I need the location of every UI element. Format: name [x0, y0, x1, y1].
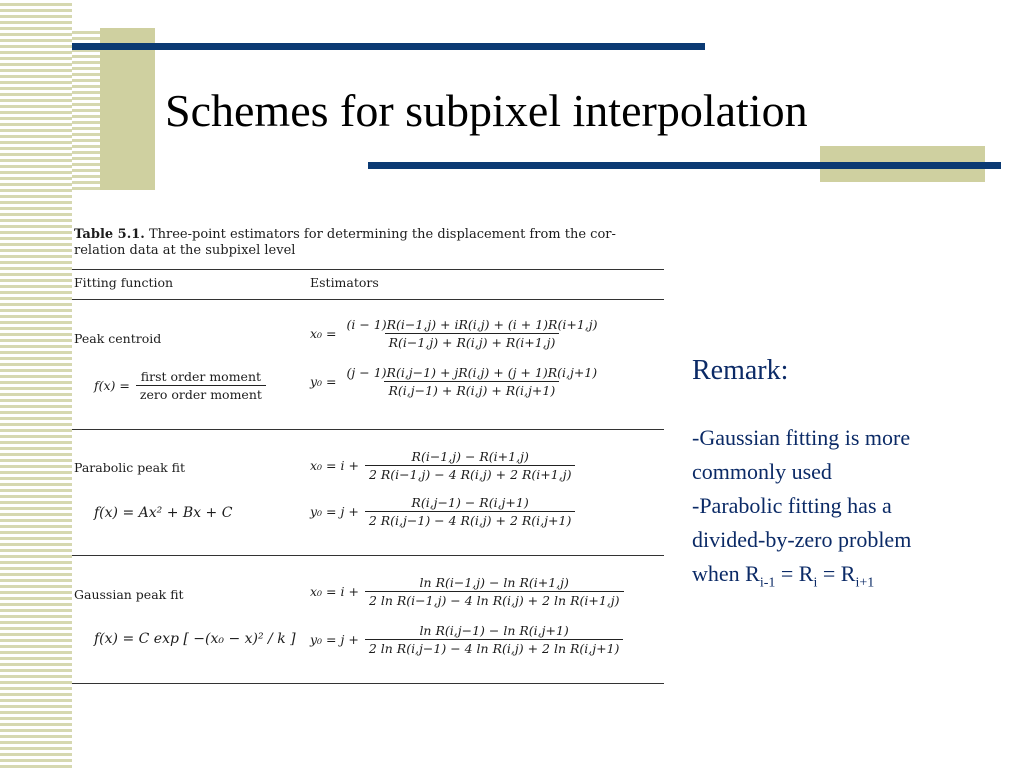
remark-sub-2: i	[813, 575, 818, 591]
header-estimators: Estimators	[310, 275, 379, 290]
estimator-table	[72, 205, 664, 695]
y-numerator: ln R(i,j−1) − ln R(i,j+1)	[419, 623, 569, 638]
title-accent-stripes	[72, 28, 100, 190]
function-fraction	[136, 369, 266, 402]
x-denominator: 2 R(i−1,j) − 4 R(i,j) + 2 R(i+1,j)	[365, 465, 576, 482]
row-rule	[72, 555, 664, 556]
y-estimator	[310, 495, 575, 528]
function-numerator: first order moment	[140, 369, 262, 384]
remark-heading: Remark:	[692, 355, 789, 386]
remark-eq-prefix: when R	[692, 561, 760, 586]
y-estimator	[310, 365, 601, 398]
y-fraction	[343, 365, 602, 398]
x-fraction	[365, 575, 624, 608]
x-numerator: ln R(i−1,j) − ln R(i+1,j)	[419, 575, 569, 590]
table-caption-label: Table 5.1.	[74, 227, 145, 242]
y-denominator: R(i,j−1) + R(i,j) + R(i,j+1)	[384, 381, 559, 398]
title-accent-block	[100, 28, 155, 190]
x-lhs: x₀ = i +	[310, 584, 359, 599]
row-name: Parabolic peak fit	[74, 460, 185, 475]
table-top-rule	[72, 269, 664, 270]
remark-eq-2: = R	[817, 561, 856, 586]
x-numerator: R(i−1,j) − R(i+1,j)	[411, 449, 529, 464]
row-name: Gaussian peak fit	[74, 587, 184, 602]
y-lhs: y₀ = j +	[310, 632, 359, 647]
y-numerator: (j − 1)R(i,j−1) + jR(i,j) + (j + 1)R(i,j+1)	[346, 365, 598, 380]
x-estimator	[310, 317, 602, 350]
bottom-rule	[368, 162, 1001, 169]
y-lhs: y₀ = j +	[310, 504, 359, 519]
x-fraction	[343, 317, 602, 350]
function-denominator: zero order moment	[136, 385, 266, 402]
x-denominator: R(i−1,j) + R(i,j) + R(i+1,j)	[385, 333, 560, 350]
remark-sub-3: i+1	[855, 575, 875, 591]
y-estimator	[310, 623, 623, 656]
y-fraction	[365, 623, 624, 656]
row-function: f(x) = Ax² + Bx + C	[94, 505, 233, 521]
x-denominator: 2 ln R(i−1,j) − 4 ln R(i,j) + 2 ln R(i+1,j)	[365, 591, 624, 608]
x-estimator	[310, 449, 575, 482]
table-caption-text: Three-point estimators for determining the displacement from the cor-relation data at the subpixel level	[74, 227, 616, 258]
remark-line: -Parabolic fitting has a	[692, 493, 892, 518]
remark-line: commonly used	[692, 459, 832, 484]
x-fraction	[365, 449, 576, 482]
left-stripe-decoration	[0, 0, 72, 768]
row-function: f(x) = C exp [ −(x₀ − x)² / k ]	[94, 631, 296, 647]
y-denominator: 2 R(i,j−1) − 4 R(i,j) + 2 R(i,j+1)	[365, 511, 576, 528]
slide-title: Schemes for subpixel interpolation	[165, 85, 808, 136]
remark-line: divided-by-zero problem	[692, 527, 912, 552]
y-denominator: 2 ln R(i,j−1) − 4 ln R(i,j) + 2 ln R(i,j+1)	[365, 639, 624, 656]
x-estimator	[310, 575, 624, 608]
remark-line: -Gaussian fitting is more	[692, 425, 911, 450]
y-numerator: R(i,j−1) − R(i,j+1)	[411, 495, 529, 510]
remark-sub-1: i-1	[759, 575, 776, 591]
row-name: Peak centroid	[74, 331, 162, 346]
x-lhs: x₀ =	[310, 326, 337, 341]
header-rule	[72, 299, 664, 300]
x-lhs: x₀ = i +	[310, 458, 359, 473]
header-fitting-function: Fitting function	[74, 275, 174, 290]
row-function	[94, 369, 266, 402]
y-fraction	[365, 495, 576, 528]
table-caption	[74, 227, 664, 259]
table-bottom-rule	[72, 683, 664, 684]
remark-box	[692, 355, 1012, 600]
x-numerator: (i − 1)R(i−1,j) + iR(i,j) + (i + 1)R(i+1,j)	[346, 317, 598, 332]
remark-equation-line	[692, 557, 1012, 600]
remark-eq-1: = R	[775, 561, 814, 586]
row-rule	[72, 429, 664, 430]
y-lhs: y₀ =	[310, 374, 337, 389]
top-rule	[72, 43, 705, 50]
function-lhs: f(x) =	[94, 378, 130, 393]
